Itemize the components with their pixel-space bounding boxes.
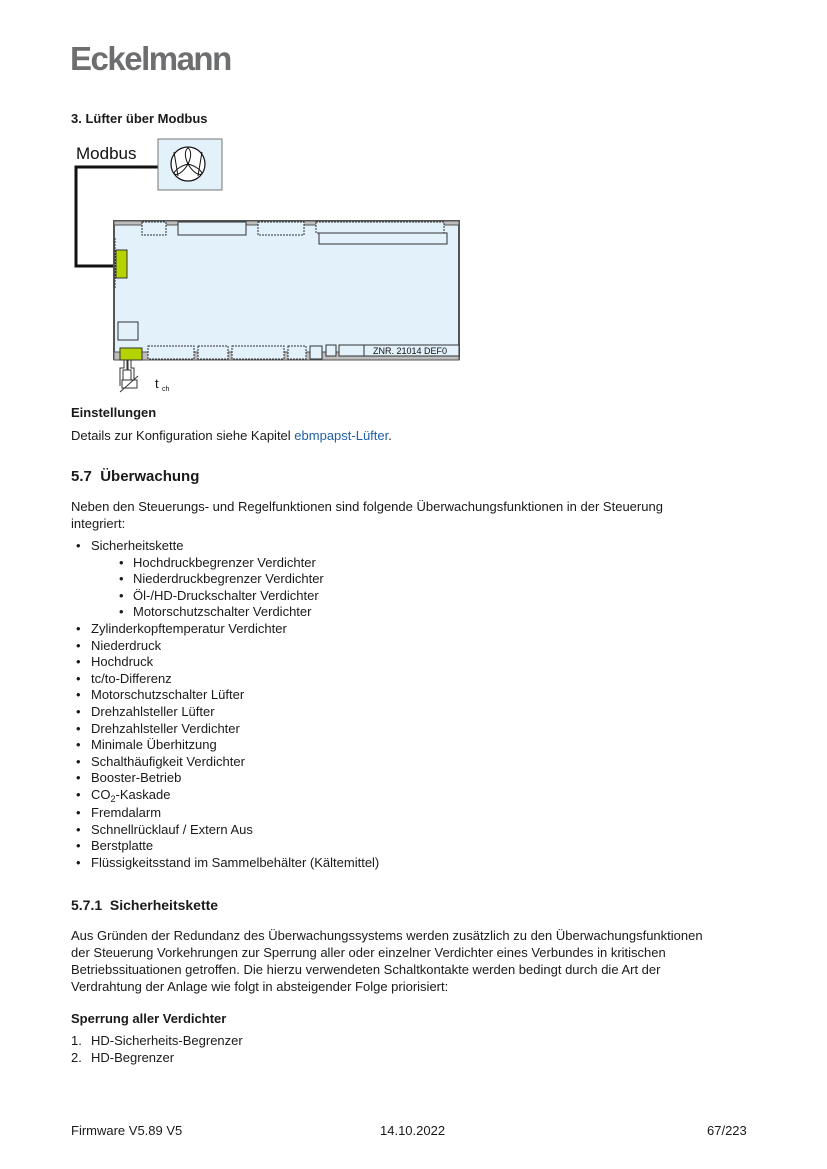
priority-list xyxy=(71,1033,243,1066)
list-label: HD-Sicherheits-Begrenzer xyxy=(91,1033,243,1048)
list-item: • Niederdruck xyxy=(76,638,379,655)
list-item xyxy=(76,787,379,805)
section-number: 5.7.1 xyxy=(71,897,103,913)
list-item: • Hochdruck xyxy=(76,654,379,671)
settings-text-suffix: . xyxy=(388,428,392,443)
paragraph-line: Verdrahtung der Anlage wie folgt in absteigender Folge priorisiert: xyxy=(71,979,449,994)
list-item: • Öl-/HD-Druckschalter Verdichter xyxy=(76,588,379,605)
settings-text xyxy=(71,427,392,444)
footer-page-number: 67/223 xyxy=(707,1123,747,1138)
section-5-7-intro xyxy=(71,498,663,532)
list-item: • Sicherheitskette xyxy=(76,538,379,555)
list-item: • Zylinderkopftemperatur Verdichter xyxy=(76,621,379,638)
modbus-label: Modbus xyxy=(76,144,137,163)
footer-date: 14.10.2022 xyxy=(380,1123,446,1138)
list-item: • Schnellrücklauf / Extern Aus xyxy=(76,822,379,839)
section-5-7-heading xyxy=(71,468,199,485)
fan-icon xyxy=(158,139,222,190)
co2-label: CO xyxy=(91,786,111,802)
monitoring-functions-list xyxy=(76,538,379,871)
list-item: • Motorschutzschalter Verdichter xyxy=(76,604,379,621)
list-item: • Drehzahlsteller Verdichter xyxy=(76,721,379,738)
list-item: • Minimale Überhitzung xyxy=(76,737,379,754)
eckelmann-logo: Eckelmann xyxy=(70,40,231,77)
ebmpapst-link[interactable]: ebmpapst-Lüfter xyxy=(294,428,389,443)
list-item: • Hochdruckbegrenzer Verdichter xyxy=(76,555,379,572)
list-item: • Schalthäufigkeit Verdichter xyxy=(76,754,379,771)
list-item: • Booster-Betrieb xyxy=(76,770,379,787)
paragraph-line: der Steuerung Vorkehrungen zur Sperrung aller oder einzelner Verdichter eines Verbundes in kritischen xyxy=(71,945,666,960)
paragraph-line: Betriebssituationen getroffen. Die hierzu verwendeten Schaltkontakte werden bedingt durch die Art der xyxy=(71,962,661,977)
sensor-label: t xyxy=(155,376,159,391)
co2-suffix: -Kaskade xyxy=(115,786,171,802)
board-label: ZNR. 21014 DEF0 xyxy=(373,346,448,356)
modbus-connector xyxy=(116,250,127,278)
list-item: • Drehzahlsteller Lüfter xyxy=(76,704,379,721)
list-item: • Berstplatte xyxy=(76,838,379,855)
sensor-subscript: ch xyxy=(162,386,170,393)
section-number: 5.7 xyxy=(71,468,92,485)
section-5-7-1-paragraph xyxy=(71,927,703,995)
list-item: • Fremdalarm xyxy=(76,805,379,822)
list-item: • Motorschutzschalter Lüfter xyxy=(76,687,379,704)
list-number: 2. xyxy=(71,1049,82,1065)
list-label: HD-Begrenzer xyxy=(91,1049,175,1065)
paragraph-line: Aus Gründen der Redundanz des Überwachungssystems werden zusätzlich zu den Überwachungsfunktionen xyxy=(71,928,703,943)
intro-line: integriert: xyxy=(71,516,126,531)
settings-text-prefix: Details zur Konfiguration siehe Kapitel xyxy=(71,428,295,443)
section-title: Sicherheitskette xyxy=(109,897,219,913)
list-item: • tc/to-Differenz xyxy=(76,671,379,688)
list-item: • Niederdruckbegrenzer Verdichter xyxy=(76,571,379,588)
footer-firmware: Firmware V5.89 V5 xyxy=(71,1123,183,1138)
list-number: 1. xyxy=(71,1033,82,1048)
section-5-7-1-heading xyxy=(71,897,218,913)
controller-board xyxy=(114,221,459,360)
temperature-sensor-icon xyxy=(120,360,170,393)
settings-heading: Einstellungen xyxy=(71,405,157,420)
sensor-connector xyxy=(120,348,142,360)
list-item xyxy=(71,1050,243,1067)
co2-subscript: 2 xyxy=(110,793,116,804)
lock-all-compressors-heading: Sperrung aller Verdichter xyxy=(71,1011,227,1026)
list-item xyxy=(71,1033,243,1050)
fan-section-title: 3. Lüfter über Modbus xyxy=(71,111,208,126)
intro-line: Neben den Steuerungs- und Regelfunktionen sind folgende Überwachungsfunktionen in der Steuerung xyxy=(71,499,663,514)
list-item: • Flüssigkeitsstand im Sammelbehälter (Kältemittel) xyxy=(76,855,379,872)
section-title: Überwachung xyxy=(100,468,200,485)
modbus-wiring-diagram xyxy=(70,138,470,398)
